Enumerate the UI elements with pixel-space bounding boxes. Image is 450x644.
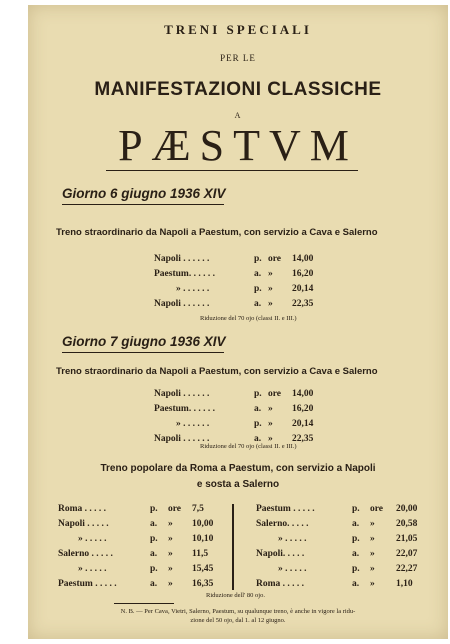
footnote-line-2: zione del 50 ojo, dal 1. al 12 giugno. [190, 617, 286, 624]
footnote-line-1: N. B. — Per Cava, Vietri, Salerno, Paestum, su qualunque treno, è anche in vigore la ridu- [120, 608, 356, 615]
section2-date: Giorno 7 giugno 1936 XIV [62, 334, 226, 349]
footnote-rule [114, 603, 174, 604]
section1-timetable [154, 254, 324, 314]
section2-note: Riduzione del 70 ojo (classi II. e III.) [200, 443, 297, 450]
header-line-3: MANIFESTAZIONI CLASSICHE [94, 79, 382, 100]
section1-date: Giorno 6 giugno 1936 XIV [62, 186, 226, 201]
section3-left-timetable [58, 504, 228, 594]
title-underline [106, 170, 358, 171]
section3-title-line1: Treno popolare da Roma a Paestum, con servizio a Napoli [100, 463, 376, 474]
table-row: Paestum . . . . . p. ore 20,00 [256, 504, 418, 514]
table-row: Napoli . . . . . . a. » 22,35 [154, 434, 314, 444]
section2-date-underline [62, 352, 224, 353]
section3-right-timetable [256, 504, 446, 594]
table-row: » . . . . . . p. » 20,14 [176, 284, 314, 294]
footnote [68, 607, 408, 625]
table-row: Paestum. . . . . . a. » 16,20 [154, 404, 314, 414]
table-row: Paestum. . . . . . a. » 16,20 [154, 269, 314, 279]
table-row: » . . . . . p. » 15,45 [78, 564, 214, 574]
table-row: Salerno . . . . . a. » 11,5 [58, 549, 209, 559]
poster-sheet [28, 5, 448, 639]
table-row: Salerno. . . . . a. » 20,58 [256, 519, 418, 529]
table-row: Roma . . . . . a. » 1,10 [256, 579, 413, 589]
table-row: » . . . . . p. » 21,05 [278, 534, 418, 544]
section3-note: Riduzione dell' 80 ojo. [206, 592, 265, 599]
header-line-2: PER LE [220, 53, 256, 63]
table-row: Roma . . . . . p. ore 7,5 [58, 504, 204, 514]
section1-note: Riduzione del 70 ojo (classi II. e III.) [200, 315, 297, 322]
header-line-1: TRENI SPECIALI [164, 22, 312, 37]
section1-subtitle: Treno straordinario da Napoli a Paestum, con servizio a Cava e Salerno [56, 227, 378, 238]
table-row: Napoli. . . . . a. » 22,07 [256, 549, 418, 559]
table-row: Napoli . . . . . . p. ore 14,00 [154, 254, 314, 264]
table-row: » . . . . . p. » 22,27 [278, 564, 418, 574]
table-row: Napoli . . . . . . p. ore 14,00 [154, 389, 314, 399]
section3-title-line2: e sosta a Salerno [196, 479, 280, 490]
table-row: Paestum . . . . . a. » 16,35 [58, 579, 214, 589]
table-row: Napoli . . . . . a. » 10,00 [58, 519, 214, 529]
section2-subtitle: Treno straordinario da Napoli a Paestum, con servizio a Cava e Salerno [56, 366, 378, 377]
header-line-4: A [234, 111, 242, 120]
table-row: » . . . . . p. » 10,10 [78, 534, 214, 544]
table-row: Napoli . . . . . . a. » 22,35 [154, 299, 314, 309]
section1-date-underline [62, 204, 224, 205]
column-divider [232, 504, 234, 590]
header-title-paestum: PÆSTVM [118, 121, 358, 170]
table-row: » . . . . . . p. » 20,14 [176, 419, 314, 429]
section2-timetable [154, 389, 324, 449]
